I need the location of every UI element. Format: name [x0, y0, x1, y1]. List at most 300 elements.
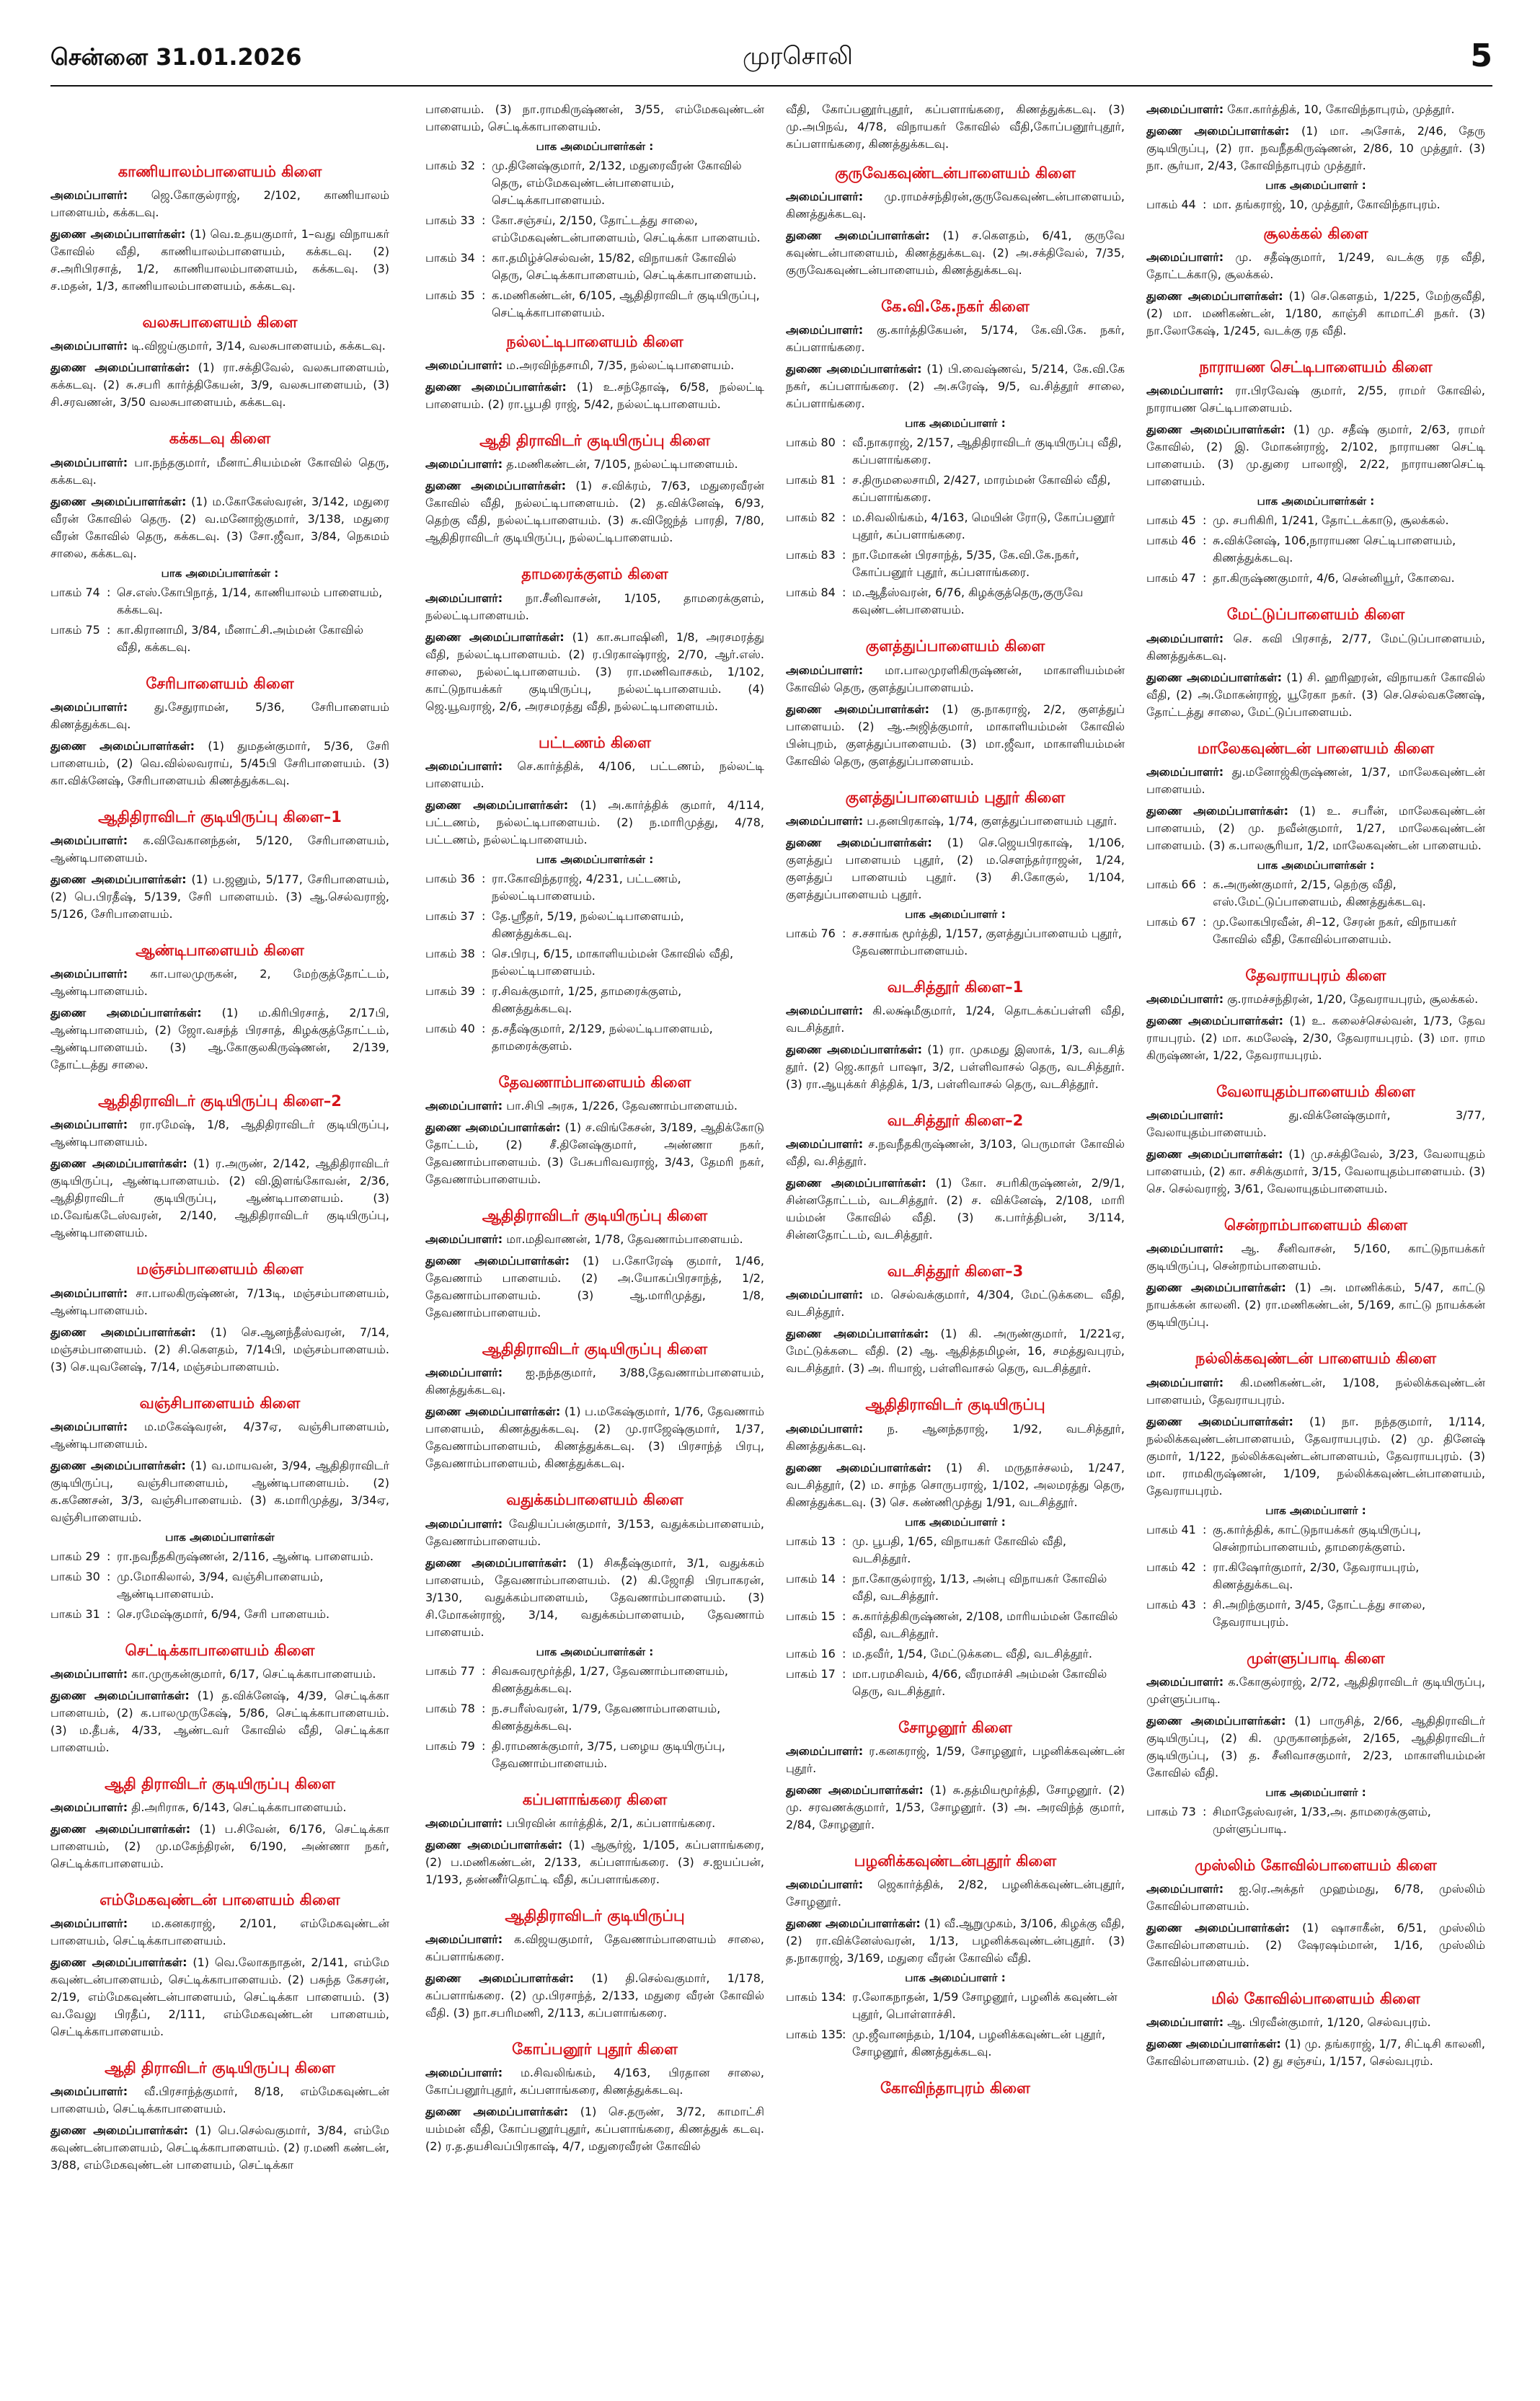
branch-heading: குளத்துப்பாளையம் புதூர் கிளை — [845, 788, 1066, 806]
bagam-colon: : — [842, 548, 846, 562]
bagam-colon: : — [842, 1989, 846, 2004]
field-label: துணை அமைப்பாளர்கள்: — [786, 1916, 921, 1930]
column-1 — [50, 101, 389, 2401]
assistant-organizers — [1146, 288, 1485, 340]
field-value: (1) சி. மருதாச்சலம், 1/247, வடசித்தூர், (2) ம. சாந்த சொருபராஜ், 1/102, அலமரத்து தெரு, கிணத்துக்கடவு. (3) செ. கண்ணிமுத்து 1/91, வடசித்தூர். — [786, 1460, 1125, 1509]
bagam-row — [1146, 876, 1485, 911]
branch-heading: செட்டிக்காபாளையம் கிளை — [125, 1641, 315, 1659]
field-value: (1) உ. கலைச்செல்வன், 1/73, தேவ ராயபுரம். (2) மா. கமலேஷ், 2/30, தேவராயபுரம். (3) மா. ராம கிருஷ்ணன், 1/22, தேவராயபுரம். — [1146, 1013, 1485, 1062]
field-value: நா.சீனிவாசன், 1/105, தாமரைக்குளம், நல்லட்டிபாளையம். — [425, 591, 764, 622]
organizer — [1146, 764, 1485, 798]
field-value: ரா.பிரவேஷ் குமார், 2/55, ராமர் கோவில், நாராயண செட்டிபாளையம். — [1146, 384, 1485, 415]
bagam-row — [425, 249, 764, 284]
bagam-number: பாகம் 33 — [425, 213, 475, 227]
field-label: துணை அமைப்பாளர்கள்: — [50, 872, 187, 886]
branch-heading: ஆதி திராவிடர் குடியிருப்பு கிளை — [105, 2059, 335, 2077]
bagam-number: பாகம் 135 — [786, 2027, 843, 2041]
field-label: துணை அமைப்பாளர்கள்: — [786, 1327, 929, 1341]
field-label: துணை அமைப்பாளர்கள்: — [50, 361, 190, 375]
field-value: த.மணிகண்டன், 7/105, நல்லட்டிபாளையம். — [506, 457, 738, 472]
branch-section — [786, 1396, 1125, 1699]
branch-heading: கோவிந்தாபுரம் கிளை — [880, 2079, 1031, 2097]
field-value: (1) ப.மகேஷ்குமார், 1/76, தேவணாம் பாளையம், கிணத்துக்கடவு. (2) மு.ராஜேஷ்குமார், 1/37, தேவணாம்பாளையம், கிணத்துக்கடவு. (3) பிரசாந்த் பிரபு, தேவணாம்பாளையம், கிணத்துக்கடவு. — [425, 1405, 764, 1471]
branch-section — [786, 1719, 1125, 1834]
branch-heading: கப்பளாங்கரை கிளை — [522, 1790, 668, 1808]
bagam-row — [1146, 532, 1485, 567]
branch-section — [1146, 1990, 1485, 2070]
field-value: க.விவேகானந்தன், 5/120, சேரிபாளையம், ஆண்டிபாளையம். — [50, 833, 389, 865]
bagam-colon: : — [842, 585, 846, 600]
field-value: து.விக்னேஷ்குமார், 3/77, வேலாயுதம்பாளையம். — [1146, 1108, 1485, 1140]
assistant-organizers — [50, 1004, 389, 1074]
bagam-row — [786, 509, 1125, 544]
branch-section — [1146, 1350, 1485, 1630]
field-value: (1) ரா. முகமது இஸாக், 1/3, வடசித் தூர். (2) ஜெ.காதர் பாஷா, 3/2, பள்ளிவாசல் தெரு, வடசித்தூர். (3) ரா.ஆயுக்கர் சித்திக், 1/3, பள்ளிவாசல் தெரு, வடசித்தூர். — [786, 1042, 1125, 1091]
field-label: அமைப்பாளர்: — [786, 663, 864, 677]
bagam-number: பாகம் 30 — [50, 1569, 100, 1583]
bagam-colon: : — [482, 251, 486, 265]
branch-section — [50, 430, 389, 655]
bagam-row — [425, 1020, 764, 1055]
bagam-detail: ம.சிவலிங்கம், 4/163, மெயின் ரோடு, கோப்பனூர் புதூர், கப்பளாங்கரை. — [852, 510, 1115, 542]
field-value: ந. ஆனந்தராஜ், 1/92, வடசித்தூர், கிணத்துக்கடவு. — [786, 1421, 1125, 1453]
assistant-organizers — [425, 2103, 764, 2155]
bagam-number: பாகம் 39 — [425, 983, 475, 998]
column-3 — [786, 101, 1125, 2351]
field-value: க.விஜயகுமார், தேவணாம்பாளையம் சாலை, கப்பளாங்கரை. — [425, 1932, 764, 1963]
field-value: து.மனோஜ்கிருஷ்ணன், 1/37, மாலேகவுண்டன் பாளையம். — [1146, 764, 1485, 796]
branch-section — [50, 314, 389, 411]
field-label: அமைப்பாளர்: — [425, 759, 503, 773]
bagam-subhead: பாக அமைப்பாளர் : — [905, 1971, 1006, 1984]
organizer — [786, 1286, 1125, 1321]
field-label: துணை அமைப்பாளர்கள்: — [425, 1120, 561, 1134]
branch-section — [50, 1394, 389, 1623]
field-label: துணை அமைப்பாளர்கள்: — [425, 1254, 570, 1268]
field-label: துணை அமைப்பாளர்கள்: — [425, 2105, 569, 2119]
assistant-organizers — [1146, 1712, 1485, 1782]
field-value: ச.நவநீதகிருஷ்ணன், 3/103, பெருமாள் கோவில் வீதி, வ.சித்தூர். — [786, 1137, 1125, 1169]
assistant-organizers — [1146, 2035, 1485, 2070]
field-value: (1) வெ.உதயகுமார், 1–வது விநாயகர் கோவில் வீதி, காணியாலம்பாளையம், கக்கடவு. (2) ச.அரிபிரசாத், 1/2, காணியாலம்பாளையம், கக்கடவு. (3) ச.மதன், 1/3, காணியாலம்பாளையம், கக்கடவு. — [50, 227, 389, 293]
assistant-organizers — [50, 1324, 389, 1376]
field-label: அமைப்பாளர்: — [1146, 764, 1224, 779]
field-value: ம.மகேஷ்வரன், 4/37ஏ, வஞ்சிபாளையம், ஆண்டிபாளையம். — [50, 1419, 389, 1451]
bagam-row — [1146, 1803, 1485, 1838]
organizer — [50, 454, 389, 489]
field-value: (1) செ.ஜெயபிரகாஷ், 1/106, குளத்துப் பாளையம் புதூர், (2) ம.செளந்தர்ராஜன், 1/24, குளத்துப் பாளையம் புதூர். (3) சி.கோகுல், 1/104, குளத்துப்பாளையம் புதூர். — [786, 835, 1125, 901]
bagam-number: பாகம் 67 — [1146, 914, 1196, 929]
assistant-organizers — [786, 227, 1125, 279]
bagam-colon: : — [842, 510, 846, 525]
bagam-colon: : — [107, 1606, 111, 1621]
field-value: கோ.கார்த்திக், 10, கோவிந்தாபுரம், முத்தூர். — [1227, 102, 1455, 116]
field-label: அமைப்பாளர்: — [786, 323, 864, 337]
assistant-organizers — [1146, 1919, 1485, 1971]
bagam-subhead: பாக அமைப்பாளர்கள் : — [536, 1645, 654, 1658]
field-label: துணை அமைப்பாளர்கள்: — [786, 835, 932, 849]
bagam-colon: : — [107, 1549, 111, 1563]
field-label: துணை அமைப்பாளர்கள்: — [425, 1837, 563, 1852]
assistant-organizers — [1146, 1146, 1485, 1198]
bagam-colon: : — [482, 1021, 486, 1035]
branch-section — [425, 1074, 764, 1188]
assistant-organizers — [786, 1915, 1125, 1967]
branch-section — [425, 1791, 764, 1888]
field-label: அமைப்பாளர்: — [50, 1666, 128, 1681]
bagam-number: பாகம் 14 — [786, 1571, 836, 1586]
bagam-subhead: பாக அமைப்பாளர் : — [1265, 1785, 1366, 1799]
field-value: ஐ.ரெ.அக்தர் முஹம்மது, 6/78, முஸ்லிம் கோவில்பாளையம். — [1146, 1881, 1485, 1913]
bagam-subhead: பாக அமைப்பாளர்கள் — [165, 1530, 275, 1544]
bagam-number: பாகம் 77 — [425, 1663, 475, 1678]
field-value: (1) ச.விக்ரம், 7/63, மதுரைவீரன் கோவில் வீதி, நல்லட்டிபாளையம். (2) த.விக்னேஷ், 6/93, தெற்கு வீதி, நல்லட்டிபாளையம். (3) சு.விஜேந்த் பாரதி, 7/80, ஆதிதிராவிடர் குடியிருப்பு, நல்லட்டிபாளையம். — [425, 479, 764, 545]
bagam-detail: சு.கார்த்திகிருஷ்ணன், 2/108, மாரியம்மன் கோவில் வீதி, வடசித்தூர். — [852, 1609, 1118, 1640]
branch-heading: ஆண்டிபாளையம் கிளை — [136, 941, 304, 959]
bagam-colon: : — [1203, 1597, 1207, 1611]
bagam-detail: ச.திருமலைசாமி, 2/427, மாரம்மன் கோவில் வீதி, கப்பளாங்கரை. — [852, 473, 1111, 505]
bagam-row — [786, 1645, 1125, 1663]
bagam-row — [786, 547, 1125, 581]
bagam-colon: : — [1203, 534, 1207, 548]
field-label: துணை அமைப்பாளர்கள்: — [1146, 803, 1288, 818]
organizer — [50, 832, 389, 867]
bagam-row — [50, 1548, 389, 1565]
branch-heading: கோப்பனூர் புதூர் கிளை — [512, 2040, 678, 2058]
branch-heading: வேலாயுதம்பாளையம் கிளை — [1216, 1082, 1415, 1100]
field-value: (1) வ.மாயவன், 3/94, ஆதிதிராவிடர் குடியிருப்பு, வஞ்சிபாளையம், ஆண்டிபாளையம். (2) க.கணேசன், 3/3, வஞ்சிபாளையம். (3) க.மாரிமுத்து, 3/34ஏ, வஞ்சிபாளையம். — [50, 1458, 389, 1524]
field-label: அமைப்பாளர்: — [50, 1286, 128, 1300]
field-label: துணை அமைப்பாளர்கள்: — [786, 229, 930, 243]
bagam-subhead: பாக அமைப்பாளர்கள் : — [1257, 495, 1375, 508]
field-value: மா.பாலமுரளிகிருஷ்ணன், மாகாளியம்மன் கோவில் தெரு, குளத்துப்பாளையம். — [786, 663, 1125, 694]
field-label: அமைப்பாளர்: — [50, 833, 128, 847]
field-value: (1) பி.வைஷ்ணவ், 5/214, கே.வி.கே நகர், கப்பளாங்கரை. (2) அ.சுரேஷ், 9/5, வ.சித்தூர் சாலை, கப்பளாங்கரை. — [786, 362, 1125, 411]
organizer — [786, 1420, 1125, 1455]
field-value: ம.சிவலிங்கம், 4/163, பிரதான சாலை, கோப்பனூர்புதூர், கப்பளாங்கரை, கிணத்துக்கடவு. — [425, 2066, 764, 2097]
page-number: 5 — [1470, 37, 1492, 74]
bagam-number: பாகம் 74 — [50, 585, 100, 599]
branch-section — [1146, 1857, 1485, 1971]
field-label: அமைப்பாளர்: — [425, 591, 503, 605]
branch-section — [786, 1852, 1125, 2061]
column-4 — [1146, 101, 1485, 2351]
field-label: அமைப்பாளர்: — [786, 1877, 864, 1891]
bagam-detail: கு.கார்த்திக், காட்டுநாயக்கர் குடியிருப்பு, சென்றாம்பாளையம், தாமரைக்குளம். — [1213, 1522, 1421, 1554]
assistant-organizers — [425, 1252, 764, 1322]
organizer — [786, 1876, 1125, 1911]
field-value: (1) ஆசூர்ஜ், 1/105, கப்பளாங்கரை, (2) ப.மணிகண்டன், 2/133, கப்பளாங்கரை. (3) ச.ஐயப்பன், 1/193, தண்ணீர்தொட்டி வீதி, கப்பளாங்கரை. — [425, 1837, 764, 1886]
field-label: துணை அமைப்பாளர்கள்: — [1146, 1920, 1290, 1934]
bagam-number: பாகம் 40 — [425, 1021, 475, 1035]
bagam-detail: ரா.கிஷோர்குமார், 2/30, தேவராயபுரம், கிணத்துக்கடவு. — [1213, 1560, 1420, 1591]
field-label: துணை அமைப்பாளர்கள்: — [786, 1460, 931, 1474]
bagam-number: பாகம் 47 — [1146, 571, 1196, 585]
field-value: (1) அ.கார்த்திக் குமார், 4/114, பட்டணம், நல்லட்டிபாளையம். (2) ந.மாரிமுத்து, 4/78, பட்டணம், நல்லட்டிபாளையம். — [425, 797, 764, 846]
branch-heading: ஆதிதிராவிடர் குடியிருப்பு கிளை — [482, 1206, 708, 1224]
branch-section — [786, 978, 1125, 1093]
assistant-organizers — [1146, 1413, 1485, 1500]
field-label: துணை அமைப்பாளர்கள்: — [786, 362, 922, 376]
assistant-organizers — [50, 1954, 389, 2040]
bagam-number: பாகம் 35 — [425, 288, 475, 302]
bagam-number: பாகம் 46 — [1146, 534, 1196, 548]
bagam-colon: : — [1203, 1560, 1207, 1574]
bagam-colon: : — [1203, 877, 1207, 891]
bagam-number: பாகம் 31 — [50, 1606, 100, 1621]
bagam-colon: : — [482, 983, 486, 998]
organizer — [786, 813, 1125, 830]
bagam-number: பாகம் 79 — [425, 1738, 475, 1753]
bagam-row — [1146, 914, 1485, 948]
field-value: (1) செ.கௌதம், 1/225, மேற்குவீதி, (2) மா. மணிகண்டன், 1/180, காஞ்சி காமாட்சி நகர். (3) நா.லோகேஷ், 1/245, வடக்கு ரத வீதி. — [1146, 289, 1485, 338]
field-label: அமைப்பாளர்: — [1146, 384, 1224, 398]
field-label: துணை அமைப்பாளர்கள்: — [1146, 1013, 1284, 1027]
branch-section — [786, 1263, 1125, 1377]
field-label: துணை அமைப்பாளர்கள்: — [50, 1157, 187, 1171]
organizer — [425, 1931, 764, 1966]
field-value: (1) ம.கோகேஸ்வரன், 3/142, மதுரை வீரன் கோவில் தெரு. (2) வ.மனோஜ்குமார், 3/138, மதுரை வீரன் கோவில் தெரு, கக்கடவு. (3) சோ.ஜீவா, 3/84, நெகமம் சாலை, கக்கடவு. — [50, 494, 389, 560]
field-label: அமைப்பாளர்: — [425, 1932, 503, 1946]
assistant-organizers — [50, 359, 389, 411]
bagam-detail: செ.பிரபு, 6/15, மாகாளியம்மன் கோவில் வீதி, நல்லட்டிபாளையம். — [492, 946, 734, 978]
field-value: (1) ச.விங்கேசன், 3/189, ஆதிக்கோடு தோட்டம், (2) சீ.தினேஷ்குமார், அண்ணா நகர், தேவணாம்பாளையம். (3) பேசுபரிவவராஜ், 3/43, தேமரி நகர், தேவணாம்பாளையம். — [425, 1120, 764, 1186]
assistant-organizers — [1146, 802, 1485, 854]
bagam-colon: : — [842, 435, 846, 450]
assistant-organizers — [1146, 1279, 1485, 1331]
field-label: அமைப்பாளர்: — [1146, 2015, 1224, 2030]
bagam-number: பாகம் 80 — [786, 435, 836, 450]
field-value: செ. கவி பிரசாத், 2/77, மேட்டுப்பாளையம், கிணத்துக்கடவு. — [1146, 631, 1485, 663]
assistant-organizers — [50, 2122, 389, 2174]
organizer — [425, 357, 764, 374]
bagam-detail: ச.சசாங்க மூர்த்தி, 1/157, குளத்துப்பாளையம் புதூர், தேவணாம்பாளையம். — [852, 926, 1122, 958]
field-label: துணை அமைப்பாளர்கள்: — [50, 227, 186, 242]
branch-heading: நல்லட்டிபாளையம் கிளை — [506, 333, 683, 350]
field-value: (1) கா.சுபாஷினி, 1/8, அரசமரத்து வீதி, நல்லட்டிபாளையம். (2) ர.பிரகாஷ்ராஜ், 2/70, ஆர்.எஸ். சாலை, நல்லட்டிபாளையம். (3) ரா.மணிவாசகம், 1/102, காட்டுநாயக்கர் குடியிருப்பு, நல்லட்டிபாளையம். (4) ஜெ.யூவராஜ், 2/6, அரசமரத்து வீதி, நல்லட்டிபாளையம். — [425, 629, 764, 713]
branch-heading: எம்மேகவுண்டன் பாளையம் கிளை — [99, 1891, 340, 1909]
branch-section — [425, 333, 764, 413]
branch-section — [1146, 967, 1485, 1064]
bagam-subhead: பாக அமைப்பாளர்கள் : — [536, 852, 654, 866]
field-value: (1) ர.அருண், 2/142, ஆதிதிராவிடர் குடியிருப்பு, ஆண்டிபாளையம். (2) வி.இளங்கோவன், 2/36, ஆதிதிராவிடர் குடியிருப்பு, ஆண்டிபாளையம். (3) ம.வேங்கடேஸ்வரன், 2/140, ஆதிதிராவிடர் குடியிருப்பு, ஆண்டிபாளையம். — [50, 1157, 389, 1240]
field-value: ஆ. சீனிவாசன், 5/160, காட்டுநாயக்கர் குடியிருப்பு, சென்றாம்பாளையம். — [1146, 1242, 1485, 1273]
bagam-number: பாகம் 41 — [1146, 1522, 1196, 1536]
branch-heading: காணியாலம்பாளையம் கிளை — [118, 163, 322, 180]
field-value: ஐ.நந்தகுமார், 3/88,தேவணாம்பாளையம், கிணத்துக்கடவு. — [425, 1366, 764, 1397]
organizer — [50, 1799, 389, 1816]
branch-section — [425, 2040, 764, 2155]
assistant-organizers — [425, 1119, 764, 1188]
bagam-detail: ம.தவீர், 1/54, மேட்டுக்கடை வீதி, வடசித்தூர். — [852, 1646, 1092, 1661]
bagam-subhead: பாக அமைப்பாளர் : — [905, 1515, 1006, 1529]
bagam-detail: க.அருண்குமார், 2/15, தெற்கு வீதி, எஸ்.மேட்டுப்பாளையம், கிணத்துக்கடவு. — [1213, 877, 1426, 908]
bagam-number: பாகம் 76 — [786, 926, 836, 940]
assistant-organizers — [1146, 669, 1485, 721]
bagam-row — [786, 1608, 1125, 1642]
branch-section — [1146, 740, 1485, 948]
organizer — [50, 1418, 389, 1453]
bagam-number: பாகம் 29 — [50, 1549, 100, 1563]
assistant-organizers — [50, 1687, 389, 1756]
field-label: துணை அமைப்பாளர்கள்: — [1146, 1281, 1286, 1295]
branch-heading: வடசித்தூர் கிளை–3 — [887, 1263, 1024, 1281]
organizer — [50, 1915, 389, 1950]
bagam-colon: : — [107, 585, 111, 599]
field-value: ரா.ரமேஷ், 1/8, ஆதிதிராவிடர் குடியிருப்பு, ஆண்டிபாளையம். — [50, 1118, 389, 1149]
organizer — [50, 1666, 389, 1683]
branch-heading: ஆதி திராவிடர் குடியிருப்பு கிளை — [479, 432, 710, 450]
field-value: கா.முருகன்குமார், 6/17, செட்டிக்காபாளையம். — [131, 1666, 376, 1681]
bagam-number: பாகம் 15 — [786, 1609, 836, 1623]
bagam-row — [1146, 1521, 1485, 1556]
field-label: அமைப்பாளர்: — [1146, 102, 1224, 116]
newspaper-title: முரசொலி — [743, 42, 853, 71]
field-label: துணை அமைப்பாளர்கள்: — [425, 629, 565, 644]
bagam-subhead: பாக அமைப்பாளர் : — [1265, 179, 1366, 192]
branch-section — [1146, 1216, 1485, 1331]
field-value: ம.கனகராஜ், 2/101, எம்மேகவுண்டன் பாளையம், செட்டிக்காபாளையம். — [50, 1916, 389, 1948]
branch-section — [50, 163, 389, 295]
organizer — [425, 590, 764, 624]
bagam-row — [786, 1570, 1125, 1605]
bagam-detail: மா. தங்கராஜ், 10, முத்தூர், கோவிந்தாபுரம். — [1213, 198, 1441, 211]
branch-section — [50, 1775, 389, 1872]
bagam-colon: : — [482, 871, 486, 885]
bagam-number: பாகம் 32 — [425, 159, 475, 172]
bagam-row — [425, 1738, 764, 1772]
field-label: துணை அமைப்பாளர்கள்: — [1146, 124, 1290, 138]
bagam-row — [425, 212, 764, 247]
field-label: அமைப்பாளர்: — [1146, 1674, 1224, 1689]
bagam-detail: கோ.சஞ்சய், 2/150, தோட்டத்து சாலை, எம்மேகவுண்டன்பாளையம், செட்டிக்கா பாளையம். — [492, 213, 761, 244]
branch-section — [425, 1207, 764, 1322]
field-label: அமைப்பாளர்: — [1146, 631, 1224, 645]
field-label: அமைப்பாளர்: — [425, 358, 503, 373]
branch-section — [50, 1092, 389, 1242]
bagam-colon: : — [482, 1701, 486, 1715]
field-value: (1) சி. ஹரிஹரன், விநாயகர் கோவில் வீதி, (2) அ.மோகன்ராஜ், யூரேகா நகர். (3) செ.செல்வகணேஷ், தோட்டத்து சாலை, மேட்டுப்பாளையம். — [1146, 670, 1485, 719]
branch-section — [425, 734, 764, 1055]
bagam-colon: : — [482, 1738, 486, 1753]
column-lead: வீதி, கோப்பனூர்புதூர், கப்பளாங்கரை, கிணத்துக்கடவு. (3) மு.அபிநவ், 4/78, விநாயகர் கோவில் வீதி,கோப்பனூர்புதூர், கப்பளாங்கரை, கிணத்துக்கடவு. — [786, 102, 1125, 151]
bagam-row — [1146, 196, 1485, 213]
field-value: (1) பாருசித், 2/66, ஆதிதிராவிடர் குடியிருப்பு, (2) கி. முருகானந்தன், 2/165, ஆதிதிராவிடர் குடியிருப்பு, (3) த. சீனிவாசகுமார், 2/23, மாகாளியம்மன் கோவில் வீதி. — [1146, 1713, 1485, 1779]
field-value: (1) உ.சந்தோஷ், 6/58, நல்லட்டி பாளையம். (2) ரா.பூபதி ராஜ், 5/42, நல்லட்டிபாளையம். — [425, 380, 764, 412]
field-label: அமைப்பாளர்: — [425, 1098, 503, 1113]
branch-section — [786, 298, 1125, 619]
field-label: அமைப்பாளர்: — [786, 1137, 864, 1151]
field-value: (1) நா. நந்தகுமார், 1/114, நல்லிக்கவுண்டன்பாளையம், தேவராயபுரம். (2) மு. தினேஷ் குமார், 1/122, நல்லிக்கவுண்டன்பாளையம், தேவராயபுரம். (3) மா. ராமகிருஷ்ணன், 1/109, நல்லிக்கவுண்டன்பாளையம், தேவராயபுரம். — [1146, 1414, 1485, 1498]
field-label: துணை அமைப்பாளர்கள்: — [425, 1971, 575, 1985]
branch-heading: நல்லிக்கவுண்டன் பாளையம் கிளை — [1195, 1350, 1437, 1368]
issue-date: சென்னை 31.01.2026 — [50, 43, 302, 71]
bagam-row — [50, 1606, 389, 1623]
field-label: துணை அமைப்பாளர்கள்: — [1146, 423, 1285, 437]
bagam-subhead: பாக அமைப்பாளர்கள் : — [161, 566, 279, 580]
field-value: கு.கார்த்திகேயன், 5/174, கே.வி.கே. நகர், கப்பளாங்கரை. — [786, 323, 1125, 355]
organizer — [425, 1815, 764, 1832]
field-label: அமைப்பாளர்: — [50, 1800, 128, 1815]
organizer — [50, 2083, 389, 2118]
field-value: சா.பாலகிருஷ்ணன், 7/13டி, மஞ்சம்பாளையம், ஆண்டிபாளையம். — [50, 1286, 389, 1317]
bagam-number: பாகம் 43 — [1146, 1597, 1196, 1611]
bagam-colon: : — [482, 159, 486, 172]
field-value: (1) மா. அசோக், 2/46, தேரு குடியிருப்பு, (2) ரா. நவநீதகிருஷ்ணன், 2/86, 10 முத்தூர். (3) நா. சூர்யா, 2/43, கோவிந்தாபுரம் முத்தூர். — [1146, 124, 1485, 172]
branch-heading: வதுக்கம்பாளையம் கிளை — [506, 1491, 683, 1509]
branch-heading: ஆதிதிராவிடர் குடியிருப்பு — [865, 1396, 1045, 1414]
assistant-organizers — [786, 1782, 1125, 1834]
bagam-number: பாகம் 37 — [425, 908, 475, 923]
masthead — [50, 35, 1492, 78]
branch-heading: தேவராயபுரம் கிளை — [1245, 966, 1386, 984]
branch-heading: ஆதிதிராவிடர் குடியிருப்பு — [505, 1906, 685, 1924]
bagam-colon: : — [107, 1569, 111, 1583]
bagam-detail: மு. சபரிகிரி, 1/241, தோட்டக்காடு, சூலக்கல். — [1213, 513, 1449, 528]
field-label: துணை அமைப்பாளர்கள்: — [50, 2123, 189, 2138]
branch-section — [50, 675, 389, 790]
field-value: தி.அரிராசு, 6/143, செட்டிக்காபாளையம். — [131, 1800, 347, 1815]
bagam-row — [425, 157, 764, 209]
bagam-colon: : — [482, 288, 486, 302]
bagam-detail: ர.சிவக்குமார், 1/25, தாமரைக்குளம், கிணத்துக்கடவு. — [492, 983, 682, 1015]
field-value: ப.தனபிரகாஷ், 1/74, குளத்துப்பாளையம் புதூர். — [867, 813, 1118, 828]
organizer — [786, 1743, 1125, 1777]
field-label: அமைப்பாளர்: — [1146, 250, 1224, 265]
organizer — [1146, 382, 1485, 417]
bagam-colon: : — [842, 1534, 846, 1548]
bagam-detail: சிவசுவரமூர்த்தி, 1/27, தேவணாம்பாளையம், கிணத்துக்கடவு. — [492, 1663, 728, 1695]
bagam-colon: : — [1203, 1804, 1207, 1818]
branch-section — [50, 1891, 389, 2040]
bagam-row — [786, 584, 1125, 619]
field-label: அமைப்பாளர்: — [50, 699, 128, 714]
field-value: வேதியப்பன்குமார், 3/153, வதுக்கம்பாளையம், தேவணாம்பாளையம். — [425, 1516, 764, 1548]
field-value: (1) மு. தங்கராஜ், 1/7, சிட்டிசி காலனி, கோவில்பாளையம். (2) து சஞ்சய், 1/157, செல்வபுரம். — [1146, 2037, 1485, 2069]
organizer — [425, 1097, 764, 1115]
field-label: அமைப்பாளர்: — [1146, 1242, 1224, 1256]
branch-heading: கக்கடவு கிளை — [169, 430, 271, 448]
branch-section — [50, 942, 389, 1074]
branch-section — [425, 565, 764, 715]
field-label: துணை அமைப்பாளர்கள்: — [50, 1822, 191, 1836]
branch-heading: சென்றாம்பாளையம் கிளை — [1223, 1216, 1408, 1234]
bagam-detail: மா.பரமசிவம், 4/66, வீரமாச்சி அம்மன் கோவில் தெரு, வடசித்தூர். — [852, 1666, 1107, 1698]
field-value: பபிரவின் கார்த்திக், 2/1, கப்பளாங்கரை. — [506, 1816, 716, 1830]
field-value: கி.மணிகண்டன், 1/108, நல்லிக்கவுண்டன் பாளையம், தேவராயபுரம். — [1146, 1375, 1485, 1407]
bagam-number: பாகம் 84 — [786, 585, 836, 600]
bagam-detail: சி.அறிந்குமார், 3/45, தோட்டத்து சாலை, தேவராயபுரம். — [1213, 1597, 1426, 1629]
field-value: (1) ப.கோரேஷ் குமார், 1/46, தேவணாம் பாளையம். (2) அ.யோகப்பிரசாந்த், 1/2, தேவணாம்பாளையம். (3) ஆ.மாரிமுத்து, 1/8, தேவணாம்பாளையம். — [425, 1254, 764, 1320]
field-label: அமைப்பாளர்: — [786, 1421, 864, 1436]
bagam-detail: மு.தினேஷ்குமார், 2/132, மதுரைவீரன் கோவில் தெரு, எம்மேகவுண்டன்பாளையம், செட்டிக்காபாளையம். — [492, 159, 742, 207]
organizer — [425, 1231, 764, 1248]
bagam-colon: : — [842, 1666, 846, 1681]
masthead-rule — [50, 85, 1492, 87]
organizer — [1146, 1240, 1485, 1275]
organizer — [425, 1516, 764, 1550]
assistant-organizers — [1146, 421, 1485, 490]
field-label: அமைப்பாளர்: — [50, 1419, 128, 1433]
branch-section — [786, 637, 1125, 769]
field-label: துணை அமைப்பாளர்கள்: — [50, 1458, 186, 1472]
bagam-colon: : — [842, 926, 846, 940]
organizer — [1146, 2014, 1485, 2031]
branch-section — [786, 164, 1125, 279]
field-label: அமைப்பாளர்: — [425, 1366, 503, 1380]
bagam-detail: தே.ஸ்ரீதர், 5/19, நல்லட்டிபாளையம், கிணத்துக்கடவு. — [492, 908, 684, 940]
bagam-colon: : — [1203, 571, 1207, 585]
